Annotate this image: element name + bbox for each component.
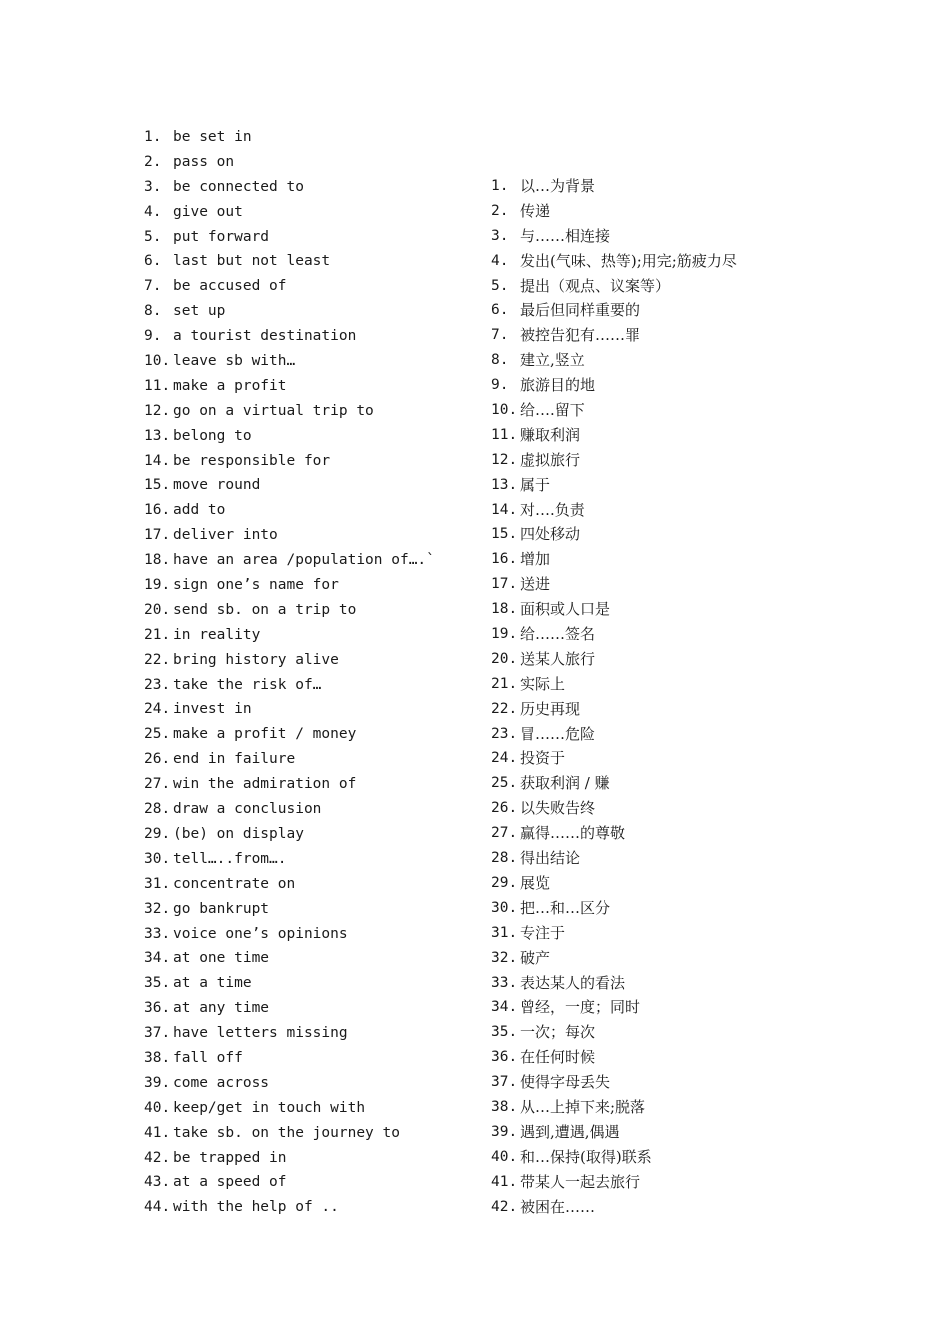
item-number: 42. xyxy=(491,1198,518,1215)
item-number: 15. xyxy=(491,526,518,543)
item-text: 以…为背景 xyxy=(520,177,596,195)
chinese-meaning-item xyxy=(491,1070,811,1095)
item-text: be responsible for xyxy=(173,452,331,469)
item-number: 2. xyxy=(491,202,509,219)
item-text: 从…上掉下来;脱落 xyxy=(520,1097,646,1116)
item-number: 27. xyxy=(491,825,518,842)
item-number: 29. xyxy=(144,825,171,842)
item-number: 35. xyxy=(144,975,171,992)
item-text: 使得字母丢失 xyxy=(520,1073,611,1092)
item-text: 展览 xyxy=(520,873,551,892)
item-number: 6. xyxy=(491,302,509,319)
item-number: 39. xyxy=(144,1074,171,1091)
chinese-meaning-item xyxy=(491,771,811,796)
item-text: be set in xyxy=(173,129,252,145)
item-number: 41. xyxy=(491,1173,518,1190)
item-number: 20. xyxy=(144,601,171,618)
english-phrase-item xyxy=(144,200,474,225)
item-number: 39. xyxy=(491,1123,518,1140)
item-text: with the help of .. xyxy=(173,1199,339,1216)
chinese-meaning-item xyxy=(491,1145,811,1170)
item-number: 3. xyxy=(491,227,509,244)
chinese-meaning-item xyxy=(491,572,811,597)
item-number: 25. xyxy=(491,775,518,792)
item-text: 获取利润 / 赚 xyxy=(520,774,610,793)
english-phrase-item xyxy=(144,897,474,922)
item-number: 1. xyxy=(144,129,162,145)
english-phrase-item xyxy=(144,747,474,772)
chinese-meaning-item xyxy=(491,298,811,323)
item-number: 15. xyxy=(144,477,171,494)
item-number: 28. xyxy=(144,801,171,818)
item-number: 37. xyxy=(491,1074,518,1091)
item-number: 2. xyxy=(144,153,162,170)
chinese-meaning-item xyxy=(491,821,811,846)
item-text: voice one’s opinions xyxy=(173,925,348,942)
item-number: 32. xyxy=(144,900,171,917)
item-text: 一次；每次 xyxy=(520,1023,596,1042)
english-phrase-item xyxy=(144,150,474,175)
english-phrase-item xyxy=(144,274,474,299)
english-phrase-item xyxy=(144,249,474,274)
english-phrase-item xyxy=(144,349,474,374)
item-number: 22. xyxy=(491,700,518,717)
item-number: 25. xyxy=(144,726,171,743)
item-text: win the admiration of xyxy=(173,776,357,793)
english-phrase-item xyxy=(144,797,474,822)
item-text: come across xyxy=(173,1074,270,1091)
english-phrase-item xyxy=(144,374,474,399)
english-phrase-item xyxy=(144,1046,474,1071)
item-text: at any time xyxy=(173,1000,270,1017)
chinese-meaning-item xyxy=(491,398,811,423)
item-text: (be) on display xyxy=(173,825,304,842)
item-number: 24. xyxy=(144,701,171,718)
item-number: 28. xyxy=(491,850,518,867)
chinese-meaning-item xyxy=(491,647,811,672)
item-text: at a time xyxy=(173,975,252,992)
item-text: 增加 xyxy=(520,550,551,569)
item-number: 13. xyxy=(144,427,171,444)
chinese-meaning-item xyxy=(491,224,811,249)
item-text: 和…保持(取得)联系 xyxy=(520,1147,652,1166)
item-text: draw a conclusion xyxy=(173,801,322,818)
item-number: 34. xyxy=(144,950,171,967)
item-text: 提出（观点、议案等） xyxy=(520,276,671,295)
english-phrase-item xyxy=(144,996,474,1021)
english-phrase-item xyxy=(144,573,474,598)
english-phrase-list xyxy=(144,125,474,1220)
english-phrase-item xyxy=(144,946,474,971)
item-number: 27. xyxy=(144,776,171,793)
item-number: 23. xyxy=(491,725,518,742)
english-phrase-item xyxy=(144,1071,474,1096)
item-text: move round xyxy=(173,477,261,494)
item-number: 5. xyxy=(491,277,509,294)
item-text: 送某人旅行 xyxy=(520,649,596,668)
english-phrase-item xyxy=(144,324,474,349)
english-phrase-item xyxy=(144,1146,474,1171)
item-text: at one time xyxy=(173,950,270,967)
item-number: 20. xyxy=(491,650,518,667)
item-number: 31. xyxy=(144,875,171,892)
item-number: 21. xyxy=(144,626,171,643)
item-text: 面积或人口是 xyxy=(520,600,611,619)
item-text: end in failure xyxy=(173,751,296,768)
item-text: 四处移动 xyxy=(520,525,581,544)
chinese-meaning-item xyxy=(491,971,811,996)
chinese-meaning-item xyxy=(491,672,811,697)
item-number: 7. xyxy=(144,278,162,295)
english-phrase-item xyxy=(144,623,474,648)
chinese-meaning-list xyxy=(491,174,811,1219)
item-text: 曾经，一度；同时 xyxy=(520,998,641,1017)
item-number: 37. xyxy=(144,1025,171,1042)
item-text: set up xyxy=(173,303,226,320)
item-text: make a profit xyxy=(173,377,287,394)
chinese-meaning-item xyxy=(491,1120,811,1145)
item-text: tell…..from…. xyxy=(173,850,287,867)
item-number: 14. xyxy=(491,501,518,518)
item-text: leave sb with… xyxy=(173,353,296,370)
item-text: 被控告犯有……罪 xyxy=(520,326,641,345)
item-text: in reality xyxy=(173,626,261,643)
chinese-meaning-item xyxy=(491,348,811,373)
item-text: 建立,竖立 xyxy=(520,351,585,370)
item-text: last but not least xyxy=(173,253,331,270)
english-phrase-item xyxy=(144,697,474,722)
english-phrase-item xyxy=(144,1195,474,1220)
chinese-meaning-item xyxy=(491,547,811,572)
item-number: 5. xyxy=(144,228,162,245)
english-phrase-item xyxy=(144,971,474,996)
chinese-meaning-item xyxy=(491,597,811,622)
chinese-meaning-item xyxy=(491,1170,811,1195)
english-phrase-item xyxy=(144,598,474,623)
english-phrase-item xyxy=(144,449,474,474)
english-phrase-item xyxy=(144,399,474,424)
item-number: 26. xyxy=(144,751,171,768)
item-text: bring history alive xyxy=(173,651,339,668)
item-text: 最后但同样重要的 xyxy=(520,301,641,320)
chinese-meaning-item xyxy=(491,1045,811,1070)
chinese-meaning-item xyxy=(491,1095,811,1120)
item-text: 把…和…区分 xyxy=(520,898,611,917)
item-number: 38. xyxy=(144,1049,171,1066)
chinese-meaning-item xyxy=(491,871,811,896)
item-text: send sb. on a trip to xyxy=(173,601,357,618)
item-number: 32. xyxy=(491,949,518,966)
item-text: 被困在…… xyxy=(520,1197,596,1216)
english-phrase-item xyxy=(144,548,474,573)
item-text: have letters missing xyxy=(173,1025,348,1042)
item-number: 10. xyxy=(491,402,518,419)
item-number: 10. xyxy=(144,353,171,370)
chinese-meaning-item xyxy=(491,622,811,647)
item-text: be trapped in xyxy=(173,1149,287,1166)
item-text: make a profit / money xyxy=(173,726,357,743)
english-phrase-item xyxy=(144,523,474,548)
chinese-meaning-item xyxy=(491,1020,811,1045)
item-number: 12. xyxy=(491,451,518,468)
item-text: 与……相连接 xyxy=(520,226,611,245)
chinese-meaning-item xyxy=(491,896,811,921)
english-phrase-item xyxy=(144,424,474,449)
english-phrase-item xyxy=(144,847,474,872)
english-phrase-item xyxy=(144,1096,474,1121)
item-number: 11. xyxy=(491,426,518,443)
item-text: keep/get in touch with xyxy=(173,1099,366,1116)
chinese-meaning-item xyxy=(491,722,811,747)
item-text: 虚拟旅行 xyxy=(520,450,581,469)
item-number: 30. xyxy=(491,899,518,916)
item-text: a tourist destination xyxy=(173,328,357,345)
item-text: take sb. on the journey to xyxy=(173,1124,400,1141)
english-phrase-item xyxy=(144,673,474,698)
item-text: 给….留下 xyxy=(520,401,585,420)
english-phrase-item xyxy=(144,922,474,947)
item-number: 40. xyxy=(491,1148,518,1165)
item-number: 33. xyxy=(491,974,518,991)
item-text: concentrate on xyxy=(173,875,296,892)
item-text: belong to xyxy=(173,427,252,444)
item-number: 40. xyxy=(144,1099,171,1116)
english-phrase-item xyxy=(144,772,474,797)
item-number: 21. xyxy=(491,675,518,692)
item-text: 历史再现 xyxy=(520,699,581,718)
chinese-meaning-item xyxy=(491,473,811,498)
chinese-meaning-item xyxy=(491,448,811,473)
item-text: 实际上 xyxy=(520,674,566,693)
english-phrase-item xyxy=(144,175,474,200)
item-text: 破产 xyxy=(520,948,551,967)
item-text: 在任何时候 xyxy=(520,1048,596,1067)
english-phrase-item xyxy=(144,1021,474,1046)
item-number: 26. xyxy=(491,800,518,817)
item-number: 14. xyxy=(144,452,171,469)
item-number: 4. xyxy=(144,203,162,220)
item-text: at a speed of xyxy=(173,1174,287,1191)
chinese-meaning-item xyxy=(491,274,811,299)
english-phrase-item xyxy=(144,1121,474,1146)
english-phrase-item xyxy=(144,722,474,747)
english-phrase-item xyxy=(144,1170,474,1195)
english-phrase-item xyxy=(144,225,474,250)
item-text: 投资于 xyxy=(520,749,566,768)
chinese-meaning-item xyxy=(491,1195,811,1220)
item-text: 发出(气味、热等);用完;筋疲力尽 xyxy=(520,251,737,270)
chinese-meaning-item xyxy=(491,199,811,224)
item-number: 19. xyxy=(491,626,518,643)
item-text: 专注于 xyxy=(520,923,566,942)
chinese-meaning-item xyxy=(491,946,811,971)
item-number: 18. xyxy=(144,552,171,569)
item-text: sign one’s name for xyxy=(173,577,339,594)
chinese-meaning-item xyxy=(491,373,811,398)
item-text: 对….负责 xyxy=(520,500,585,519)
chinese-meaning-item xyxy=(491,921,811,946)
chinese-meaning-item xyxy=(491,323,811,348)
item-text: invest in xyxy=(173,701,252,718)
item-number: 13. xyxy=(491,476,518,493)
item-text: 以失败告终 xyxy=(520,799,596,818)
item-number: 44. xyxy=(144,1199,171,1216)
chinese-meaning-item xyxy=(491,746,811,771)
chinese-meaning-item xyxy=(491,522,811,547)
item-number: 35. xyxy=(491,1024,518,1041)
english-phrase-item xyxy=(144,299,474,324)
item-text: be connected to xyxy=(173,178,304,195)
item-number: 23. xyxy=(144,676,171,693)
english-phrase-item xyxy=(144,498,474,523)
item-text: go on a virtual trip to xyxy=(173,402,374,419)
item-text: go bankrupt xyxy=(173,900,270,917)
item-number: 16. xyxy=(144,502,171,519)
item-text: pass on xyxy=(173,153,235,170)
item-text: take the risk of… xyxy=(173,676,322,693)
item-text: 属于 xyxy=(520,475,551,494)
item-number: 34. xyxy=(491,999,518,1016)
chinese-meaning-item xyxy=(491,498,811,523)
item-number: 8. xyxy=(144,303,162,320)
item-text: deliver into xyxy=(173,527,278,544)
item-number: 42. xyxy=(144,1149,171,1166)
item-text: 得出结论 xyxy=(520,849,581,868)
item-text: 表达某人的看法 xyxy=(520,973,626,992)
item-number: 1. xyxy=(491,178,509,194)
chinese-meaning-item xyxy=(491,796,811,821)
item-number: 30. xyxy=(144,850,171,867)
item-text: add to xyxy=(173,502,226,519)
item-number: 33. xyxy=(144,925,171,942)
item-text: 冒……危险 xyxy=(520,724,596,743)
item-number: 31. xyxy=(491,924,518,941)
item-number: 29. xyxy=(491,874,518,891)
item-text: have an area /population of….` xyxy=(173,552,435,569)
item-number: 8. xyxy=(491,352,509,369)
item-number: 16. xyxy=(491,551,518,568)
item-number: 19. xyxy=(144,577,171,594)
item-number: 38. xyxy=(491,1098,518,1115)
english-phrase-item xyxy=(144,648,474,673)
item-number: 18. xyxy=(491,601,518,618)
item-text: give out xyxy=(173,203,243,220)
item-number: 3. xyxy=(144,178,162,195)
item-text: 旅游目的地 xyxy=(520,376,596,395)
chinese-meaning-item xyxy=(491,174,811,199)
english-phrase-item xyxy=(144,473,474,498)
item-number: 7. xyxy=(491,327,509,344)
item-text: 带某人一起去旅行 xyxy=(520,1172,641,1191)
item-number: 41. xyxy=(144,1124,171,1141)
item-number: 4. xyxy=(491,252,509,269)
item-text: 给……签名 xyxy=(520,625,596,644)
item-number: 6. xyxy=(144,253,162,270)
item-text: put forward xyxy=(173,228,270,245)
item-number: 36. xyxy=(144,1000,171,1017)
item-text: 遇到,遭遇,偶遇 xyxy=(520,1122,620,1141)
item-number: 22. xyxy=(144,651,171,668)
item-number: 17. xyxy=(144,527,171,544)
chinese-meaning-item xyxy=(491,995,811,1020)
chinese-meaning-item xyxy=(491,697,811,722)
item-text: be accused of xyxy=(173,278,287,295)
english-phrase-item xyxy=(144,125,474,150)
item-number: 9. xyxy=(144,328,162,345)
item-number: 24. xyxy=(491,750,518,767)
item-number: 9. xyxy=(491,377,509,394)
item-number: 12. xyxy=(144,402,171,419)
chinese-meaning-item xyxy=(491,249,811,274)
item-text: 赢得……的尊敬 xyxy=(520,824,626,843)
item-number: 43. xyxy=(144,1174,171,1191)
item-number: 17. xyxy=(491,576,518,593)
item-text: 送进 xyxy=(520,575,551,594)
item-text: 赚取利润 xyxy=(520,425,581,444)
item-number: 11. xyxy=(144,377,171,394)
english-phrase-item xyxy=(144,872,474,897)
item-number: 36. xyxy=(491,1049,518,1066)
item-text: 传递 xyxy=(520,201,551,220)
english-phrase-item xyxy=(144,822,474,847)
chinese-meaning-item xyxy=(491,846,811,871)
item-text: fall off xyxy=(173,1049,243,1066)
chinese-meaning-item xyxy=(491,423,811,448)
